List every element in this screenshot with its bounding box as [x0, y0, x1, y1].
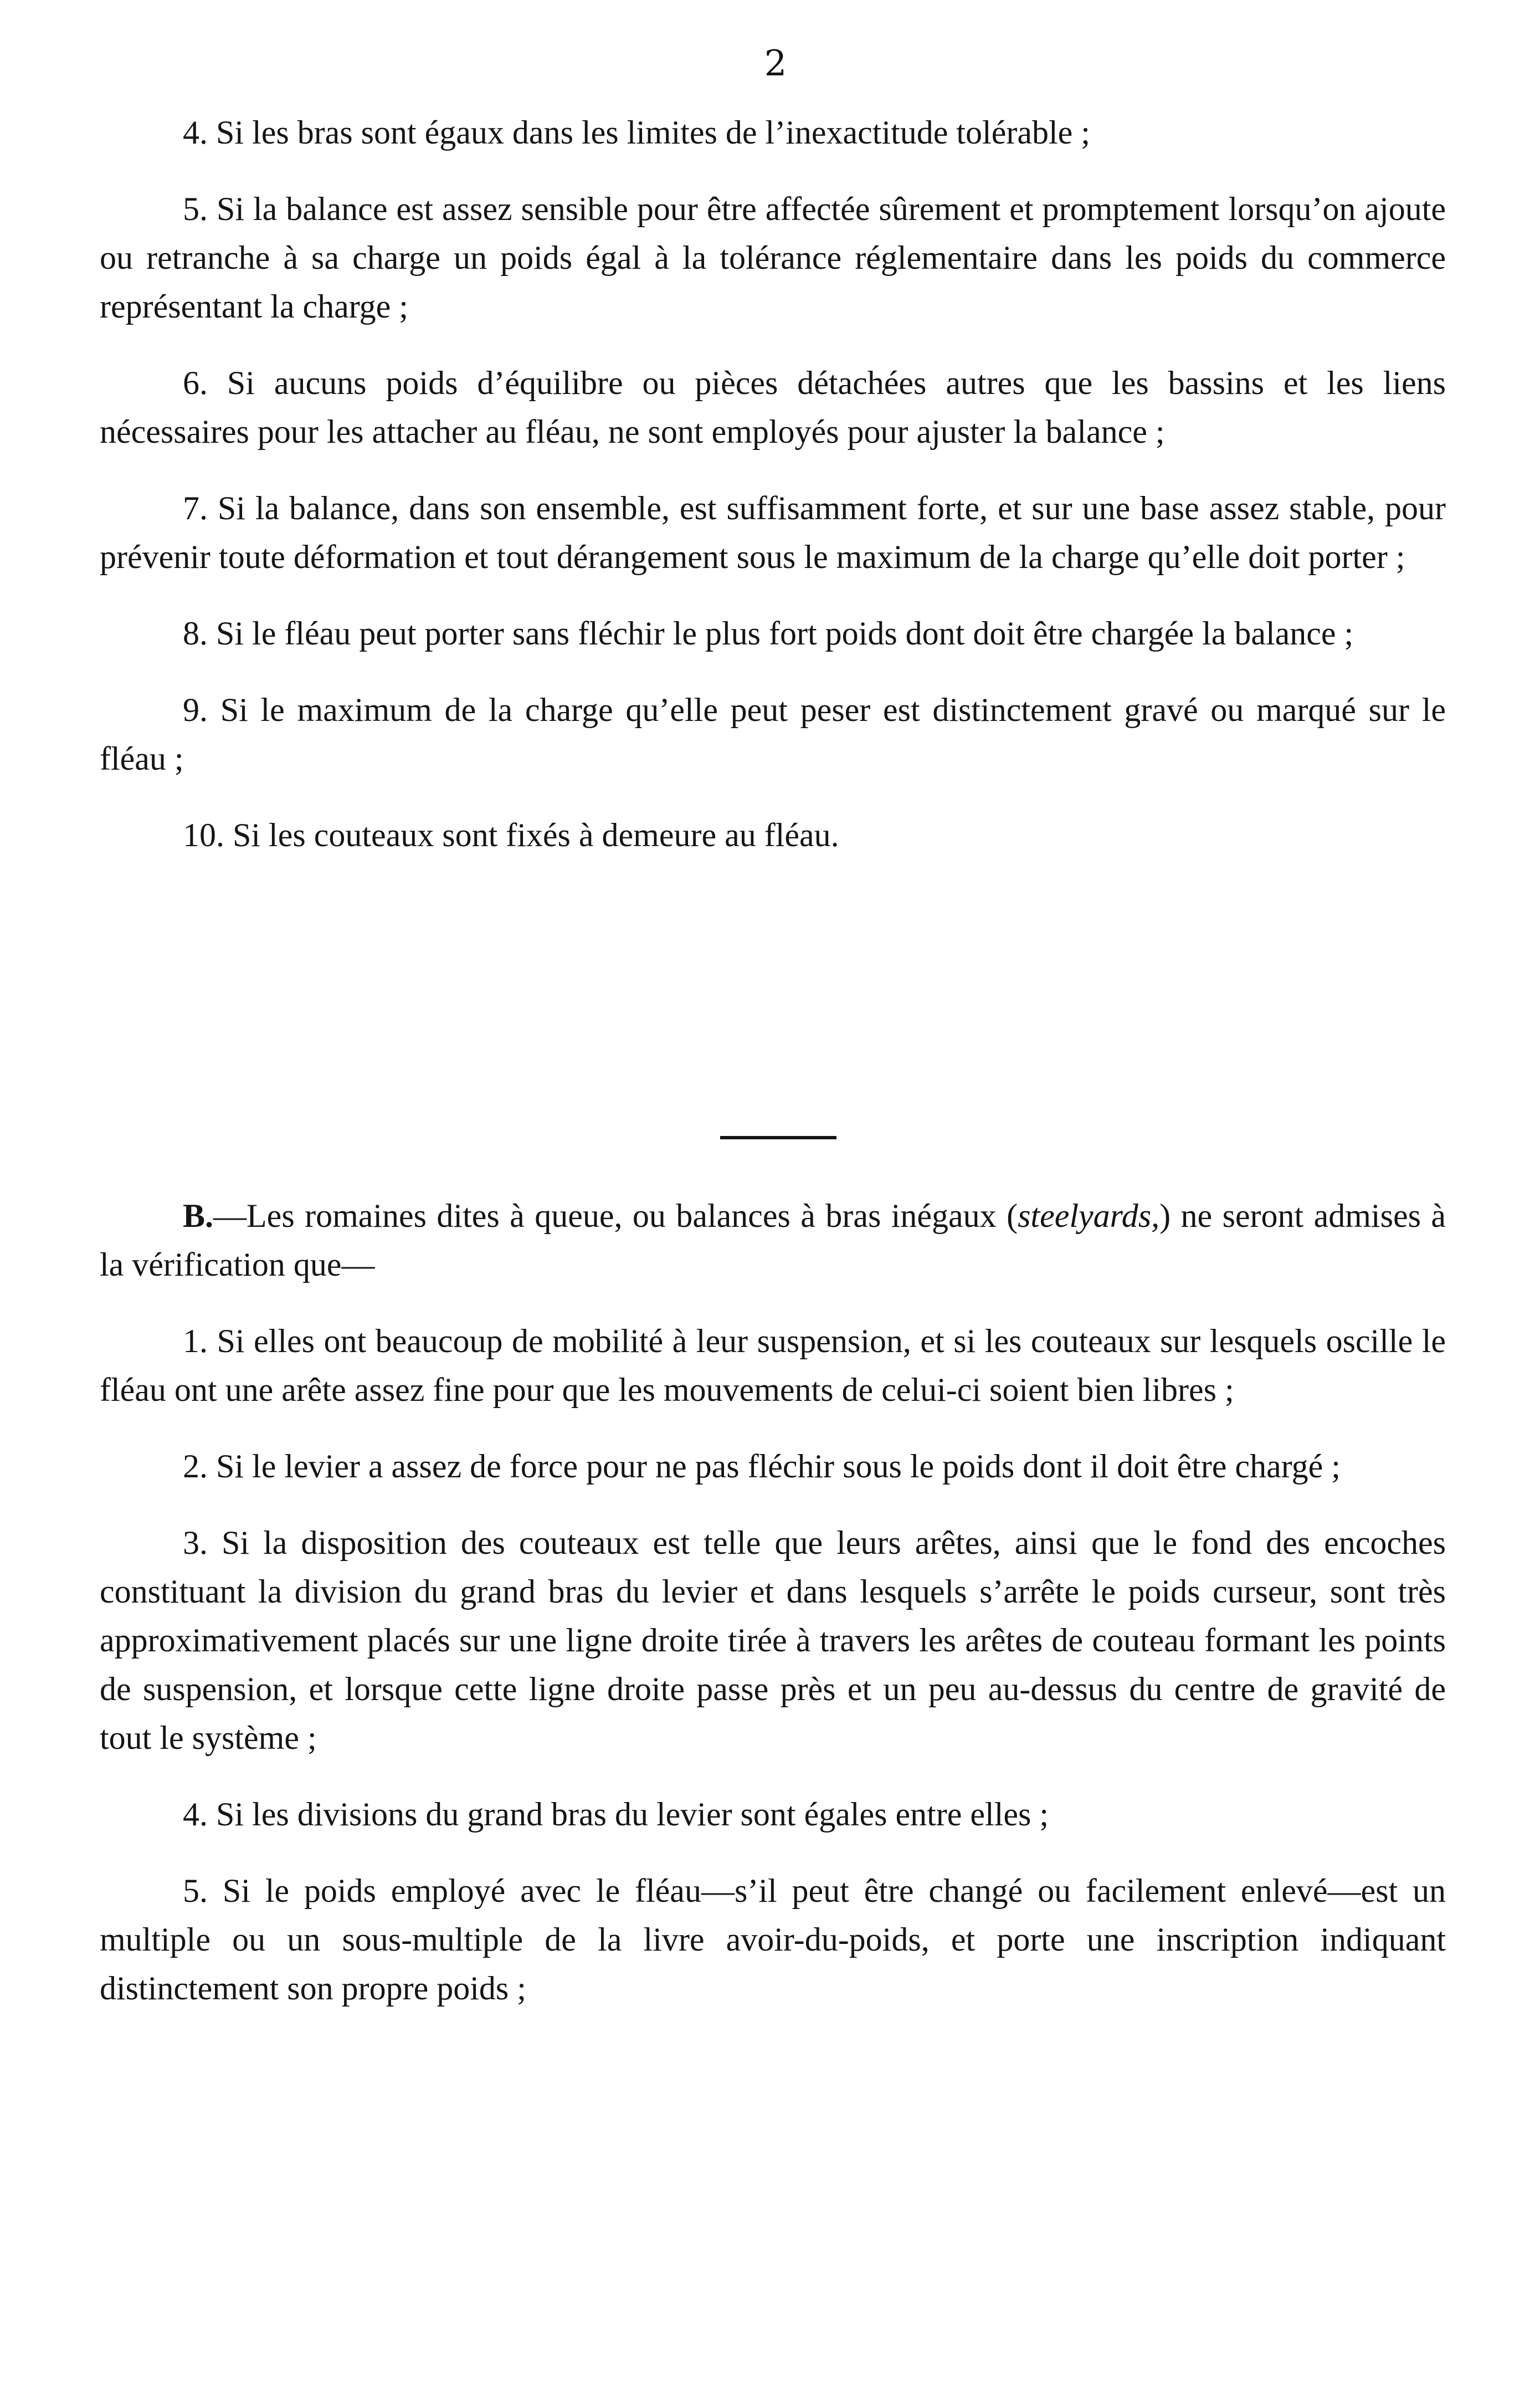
section-b-intro	[100, 1191, 1446, 1289]
section-a-item-6: 6. Si aucuns poids d’équilibre ou pièces détachées autres que les bassins et les liens nécessaires pour les attacher au fléau, ne sont employés pour ajuster la balance ;	[100, 365, 1446, 450]
section-a-item-5: 5. Si la balance est assez sensible pour être affectée sûrement et promptement lorsqu’on ajoute ou retranche à sa charge un poids égal à la tolérance réglementaire dans les poids du commerce représentant la charge ;	[100, 191, 1446, 325]
section-b-item-3: 3. Si la disposition des couteaux est telle que leurs arêtes, ainsi que le fond des encoches constituant la division du grand bras du levier et dans lesquels s’arrête le poids curseur, sont très approximativement placés sur une ligne droite tirée à travers les arêtes de couteau formant les points de suspension, et lorsque cette ligne droite passe près et un peu au-dessus du centre de gravité de tout le système ;	[100, 1524, 1446, 1756]
section-a-item-9: 9. Si le maximum de la charge qu’elle peut peser est distinctement gravé ou marqué sur le fléau ;	[100, 692, 1446, 777]
section-a-conditions	[100, 108, 1446, 887]
section-b-intro-term: steelyards,	[1018, 1197, 1160, 1234]
section-divider	[720, 1136, 836, 1139]
section-a-item-10: 10. Si les couteaux sont fixés à demeure au fléau.	[183, 817, 839, 853]
section-b-heading: B.	[183, 1197, 214, 1234]
section-b-item-1: 1. Si elles ont beaucoup de mobilité à leur suspension, et si les couteaux sur lesquels oscille le fléau ont une arête assez fine pour que les mouvements de celui-ci soient bien libres ;	[100, 1323, 1446, 1408]
section-a-item-8: 8. Si le fléau peut porter sans fléchir le plus fort poids dont doit être chargée la balance ;	[183, 615, 1354, 652]
section-b-item-5: 5. Si le poids employé avec le fléau—s’il peut être changé ou facilement enlevé—est un multiple ou un sous-multiple de la livre avoir-du-poids, et porte une inscription indiquant distinctement son propre poids ;	[100, 1872, 1446, 2007]
section-b-intro-text-1: —Les romaines dites à queue, ou balances à bras inégaux (	[213, 1197, 1018, 1234]
section-a-item-4: 4. Si les bras sont égaux dans les limites de l’inexactitude tolérable ;	[183, 114, 1090, 151]
page-number: 2	[764, 43, 787, 84]
section-b-conditions	[100, 1191, 1446, 2040]
section-b-item-4: 4. Si les divisions du grand bras du levier sont égales entre elles ;	[183, 1796, 1049, 1833]
section-b-item-2: 2. Si le levier a assez de force pour ne pas fléchir sous le poids dont il doit être chargé ;	[183, 1448, 1341, 1485]
section-a-item-7: 7. Si la balance, dans son ensemble, est suffisamment forte, et sur une base assez stable, pour prévenir toute déformation et tout dérangement sous le maximum de la charge qu’elle doit porter ;	[100, 490, 1446, 575]
section-b-intro-text-2: ) ne seront admises à la vérification que—	[100, 1197, 1446, 1283]
